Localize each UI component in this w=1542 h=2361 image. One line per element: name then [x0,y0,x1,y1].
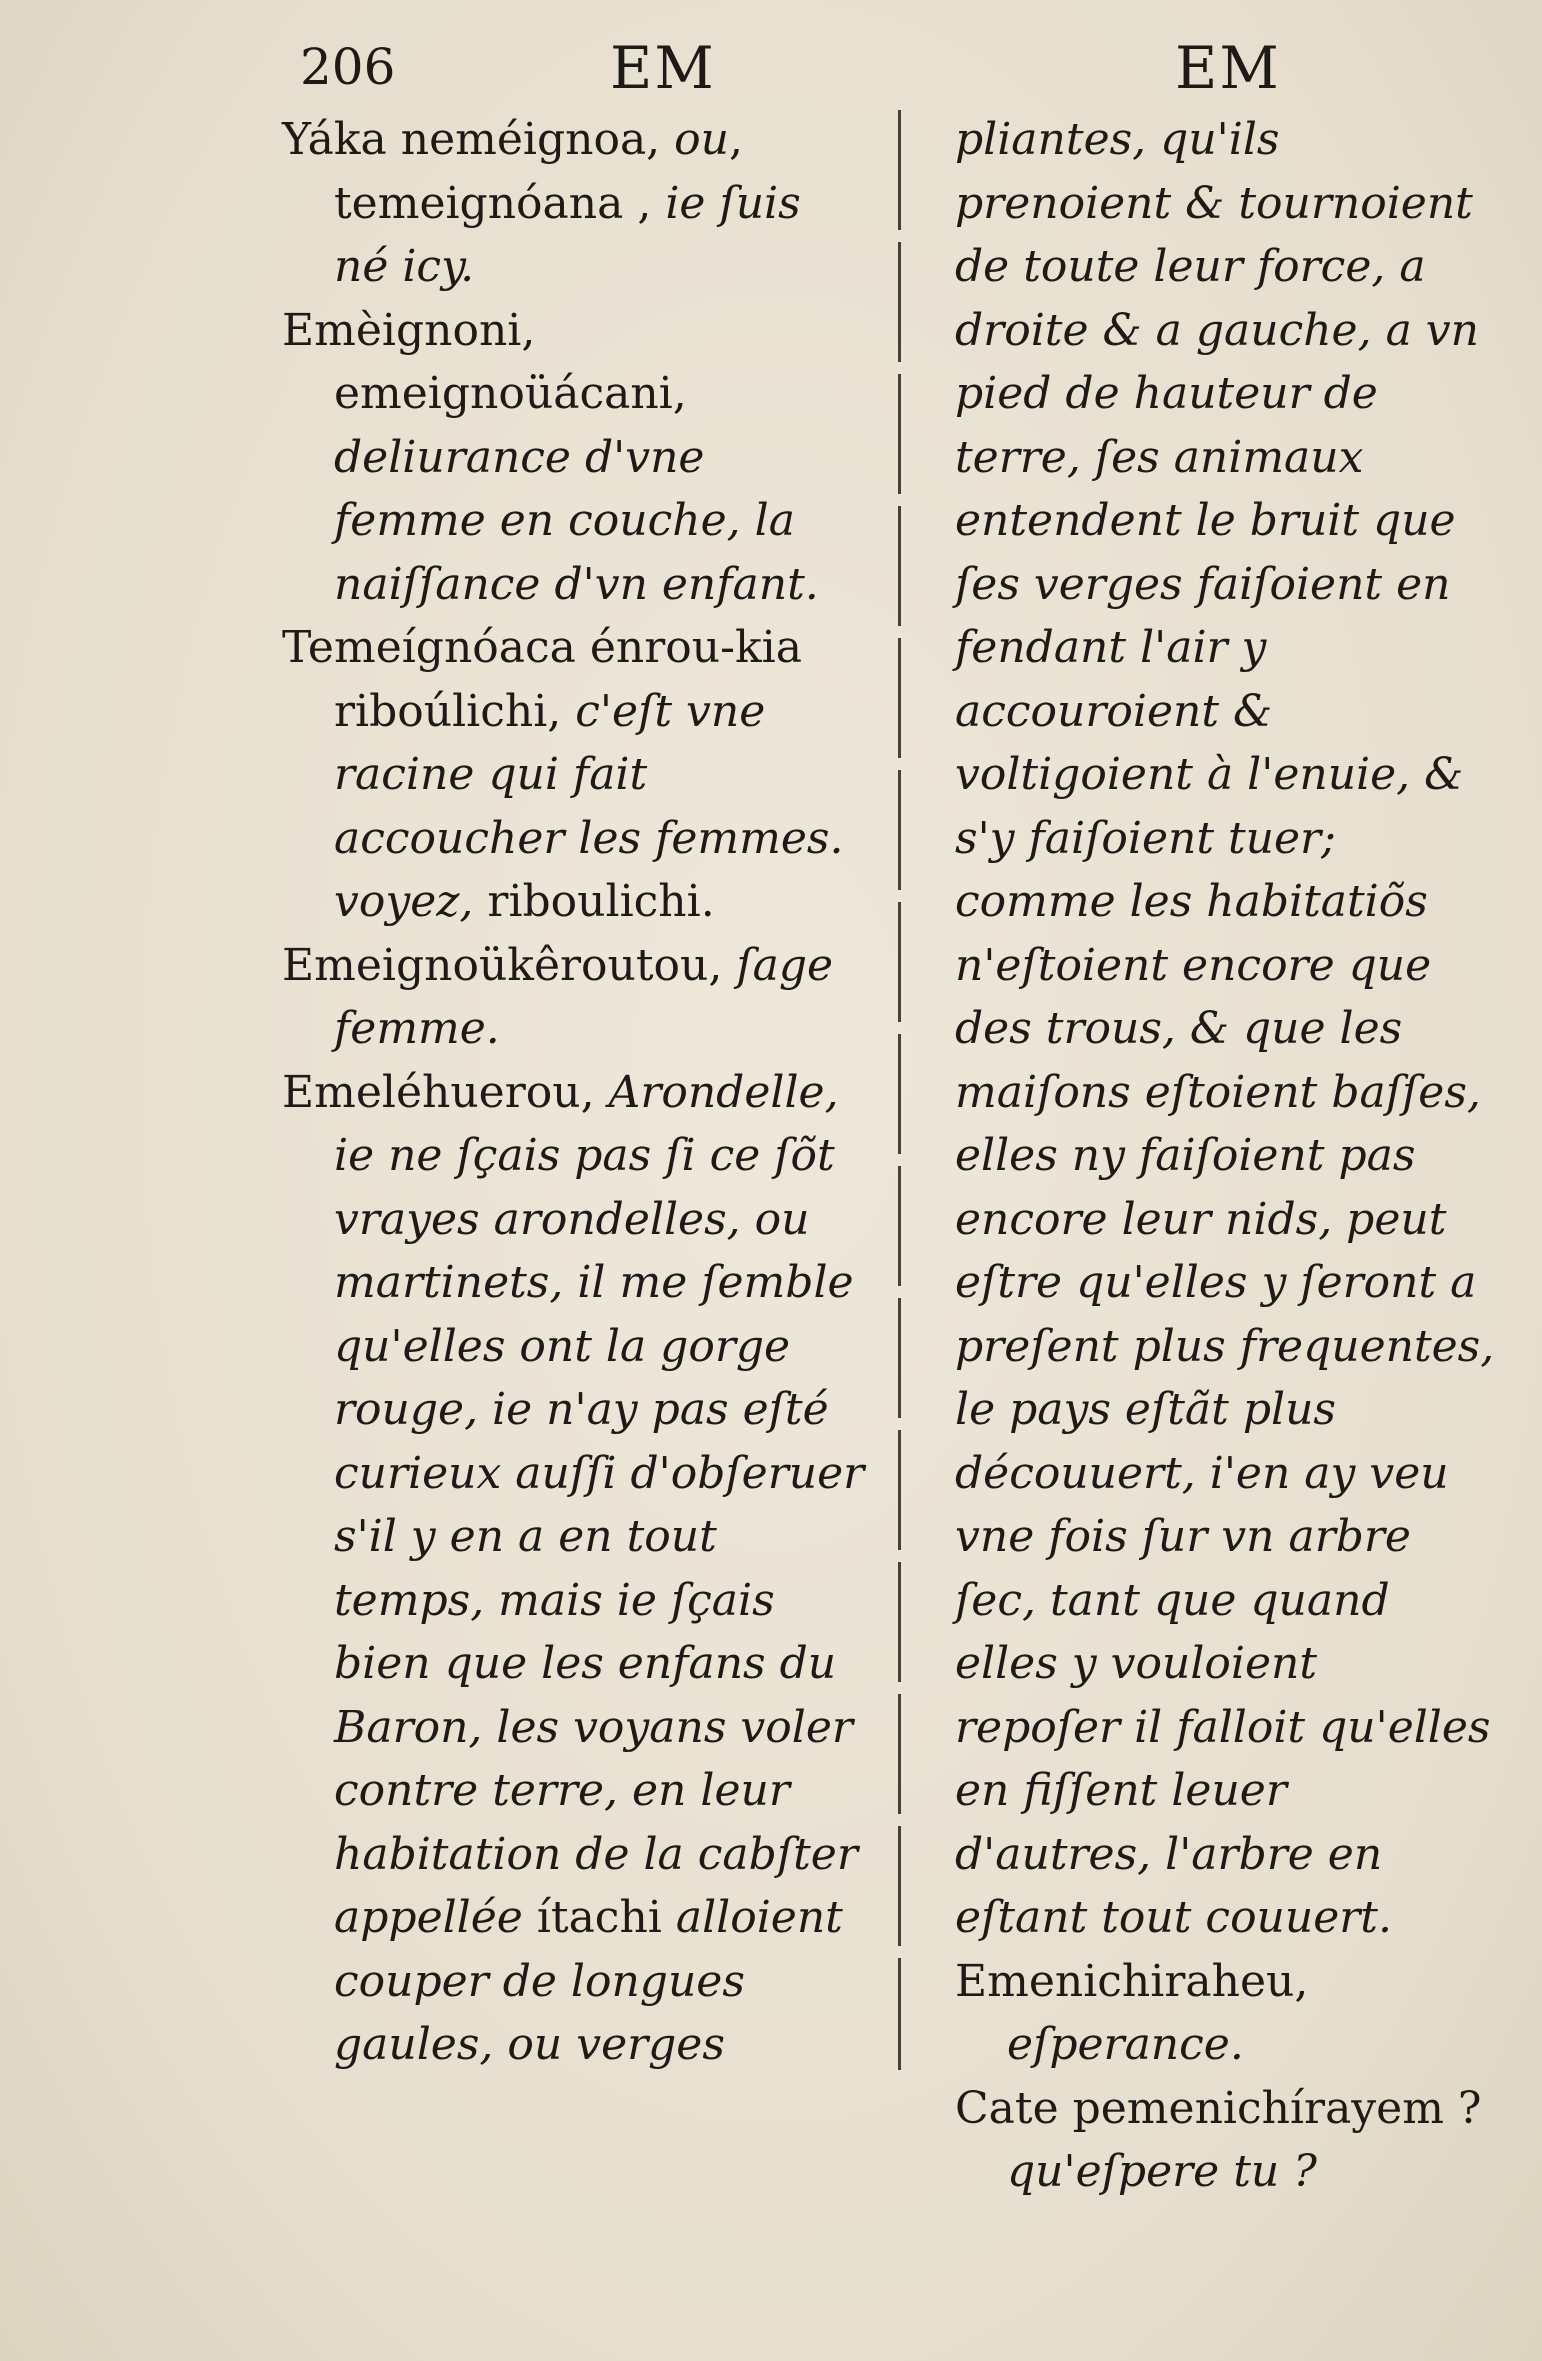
column-divider [898,110,901,2070]
entry-gloss: Arondelle, ie ne ſçais pas ſi ce ſõt vrayes arondelles, ou martinets, il me ſemble qu'elles ont la gorge rouge, ie n'ay pas eſté curieux auſſi d'obſeruer s'il y en a en tout temps, mais ie ſçais bien que les enfans du Baron, les voyans voler contre terre, en leur habitation de la cabſter appellée [334,1066,865,1943]
entry-term-secondary: , temeignóana , [334,114,743,229]
entry-gloss: c'eſt vne racine qui fait accoucher les femmes. voyez, [334,685,844,927]
entry-gloss: ou [674,114,729,165]
entry-term: Cate pemenichírayem ? [955,2082,1482,2134]
entry-term: Temeígnóaca énrou-kia riboúlichi, [282,622,802,737]
dictionary-entry [955,1950,1495,2077]
entry-term-secondary: ítachi [536,1892,662,1943]
entry-continuation: pliantes, qu'ils prenoient & tournoient de toute leur force, a droite & a gauche, a vn pied de hauteur de terre, ſes animaux entendent le bruit que ſes verges faiſoient en fendant l'air y accouroient & voltigoient à l'enuie, & s'y faiſoient tuer; comme les habitatiõs n'eſtoient encore que des trous, & que les maiſons eſtoient baſſes, elles ny faiſoient pas encore leur nids, peut eſtre qu'elles y ſeront a preſent plus frequentes, le pays eſtãt plus découuert, i'en ay veu vne fois ſur vn arbre ſec, tant que quand elles y vouloient repoſer il falloit qu'elles en fiſſent leuer d'autres, l'arbre en eſtant tout couuert. [955,114,1495,1943]
dictionary-entry [282,616,867,934]
page-number: 206 [300,38,396,96]
entry-term: Yáka neméignoa, [282,114,675,165]
entry-term: Emeignoükêroutou, [282,939,737,991]
entry-gloss: eſperance. [1007,2019,1244,2070]
right-column [955,108,1495,2204]
entry-cross-reference: riboulichi. [487,876,715,927]
entry-gloss: qu'eſpere tu ? [1007,2146,1317,2197]
entry-gloss: ſage femme. [334,939,834,1054]
dictionary-entry [282,108,867,299]
running-head-left: EM [610,34,716,102]
left-column [282,108,867,2077]
dictionary-entry [955,2077,1495,2204]
entry-gloss-secondary: ie ſuis né icy. [334,177,801,292]
entry-gloss-secondary: alloient couper de longues gaules, ou verges [334,1892,843,2070]
entry-gloss: deliurance d'vne femme en couche, la naiſſance d'vn enfant. [334,431,819,610]
dictionary-entry [282,1061,867,2077]
entry-term: Emèignoni, emeignoüácani, [282,304,687,419]
dictionary-entry [282,299,867,617]
page-header [0,30,1542,110]
running-head-right: EM [1175,34,1281,102]
entry-term: Emenichiraheu, [955,1955,1309,2007]
entry-term: Emeléhuerou, [282,1066,609,1118]
dictionary-entry [282,934,867,1061]
